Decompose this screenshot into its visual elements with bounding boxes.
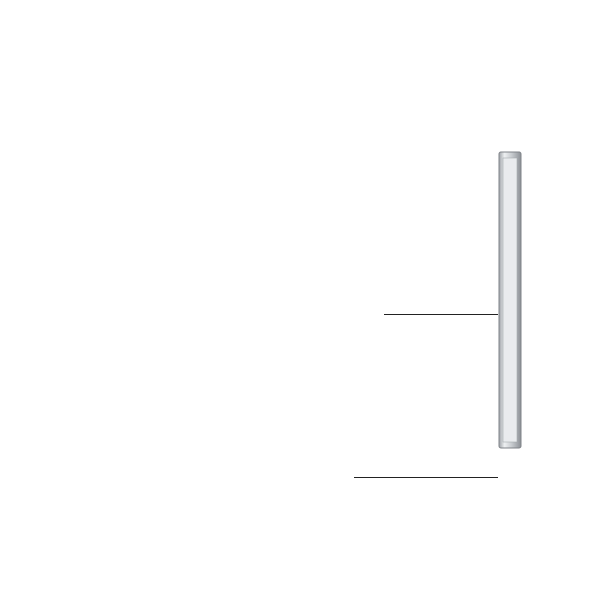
feature-description	[70, 408, 370, 456]
bracelet-image	[490, 0, 550, 600]
feature-design-unique	[70, 72, 370, 124]
leader-line-chain	[354, 477, 498, 478]
feature-description	[40, 249, 390, 297]
feature-sertissage-grain	[40, 245, 390, 297]
pave-bar	[499, 152, 521, 448]
leader-line-setting	[384, 314, 498, 315]
feature-description	[70, 76, 370, 124]
feature-maille-forcat-ronde	[70, 404, 370, 456]
